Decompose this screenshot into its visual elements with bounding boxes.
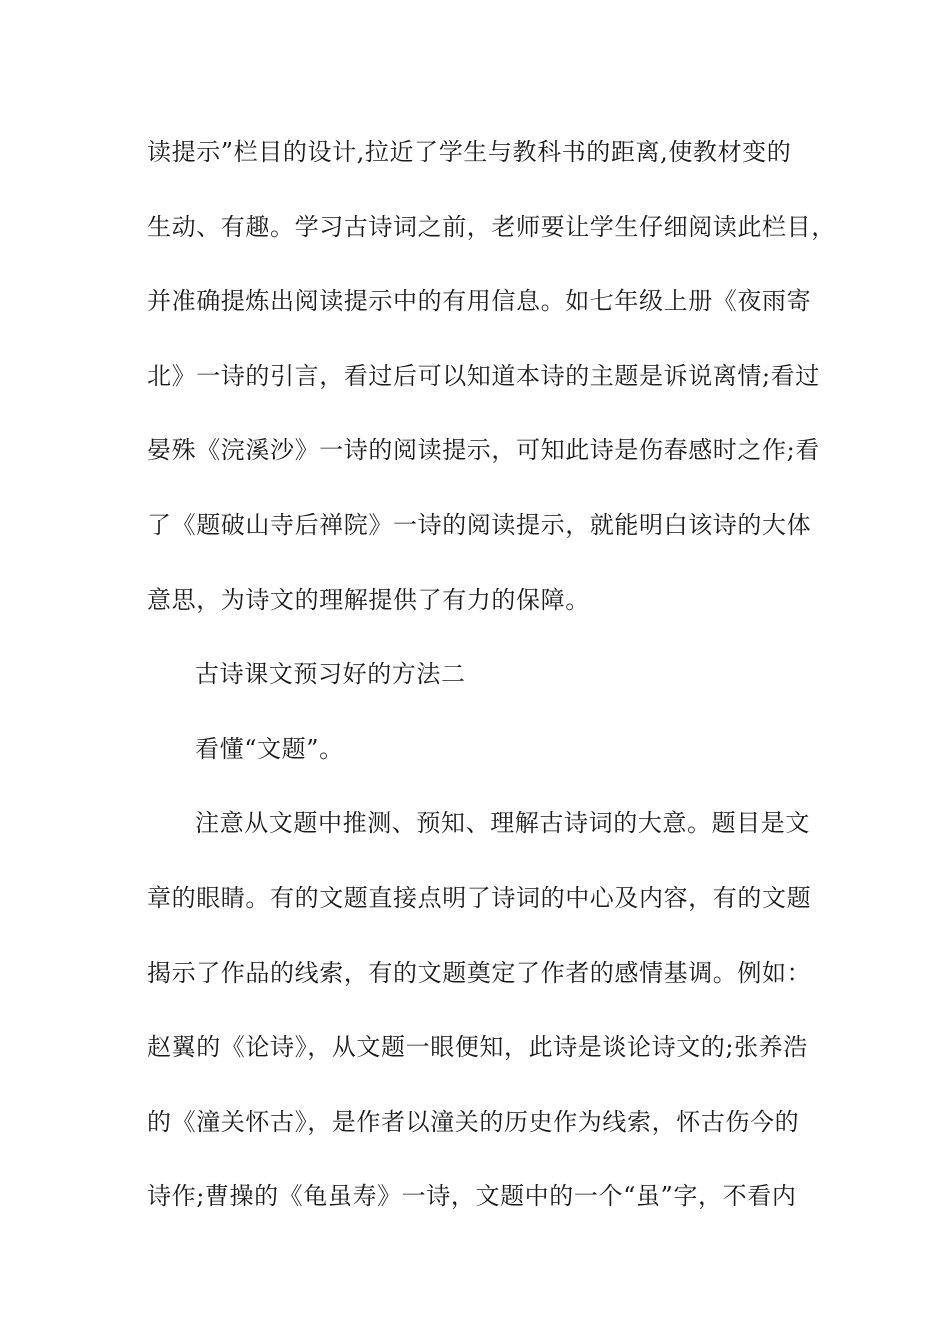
paragraph-line: 章的眼睛。有的文题直接点明了诗词的中心及内容，有的文题 bbox=[147, 883, 812, 912]
paragraph-line: 揭示了作品的线索，有的文题奠定了作者的感情基调。例如： bbox=[147, 958, 812, 987]
document-body bbox=[147, 126, 836, 1245]
paragraph-line: 并准确提炼出阅读提示中的有用信息。如七年级上册《夜雨寄 bbox=[147, 287, 812, 316]
paragraph-line: 北》一诗的引言，看过后可以知道本诗的主题是诉说离情;看过 bbox=[147, 361, 820, 390]
paragraph-line: 诗作;曹操的《龟虽寿》一诗，文题中的一个“虽”字，不看内 bbox=[147, 1182, 797, 1211]
paragraph-line: 赵翼的《论诗》，从文题一眼便知，此诗是谈论诗文的;张养浩 bbox=[147, 1033, 808, 1062]
paragraph-line: 读提示”栏目的设计,拉近了学生与教科书的距离,使教材变的 bbox=[147, 138, 792, 166]
paragraph-line: 意思，为诗文的理解提供了有力的保障。 bbox=[147, 585, 590, 614]
paragraph-line: 晏殊《浣溪沙》一诗的阅读提示，可知此诗是伤春感时之作;看 bbox=[147, 436, 820, 465]
section-heading: 古诗课文预习好的方法二 bbox=[195, 660, 466, 689]
paragraph-line: 生动、有趣。学习古诗词之前，老师要让学生仔细阅读此栏目， bbox=[147, 212, 836, 241]
paragraph-line: 注意从文题中推测、预知、理解古诗词的大意。题目是文 bbox=[195, 809, 810, 838]
paragraph-line: 了《题破山寺后禅院》一诗的阅读提示，就能明白该诗的大体 bbox=[147, 510, 812, 539]
section-subheading: 看懂“文题”。 bbox=[195, 734, 344, 763]
paragraph-line: 的《潼关怀古》，是作者以潼关的历史作为线索，怀古伤今的 bbox=[147, 1107, 800, 1136]
